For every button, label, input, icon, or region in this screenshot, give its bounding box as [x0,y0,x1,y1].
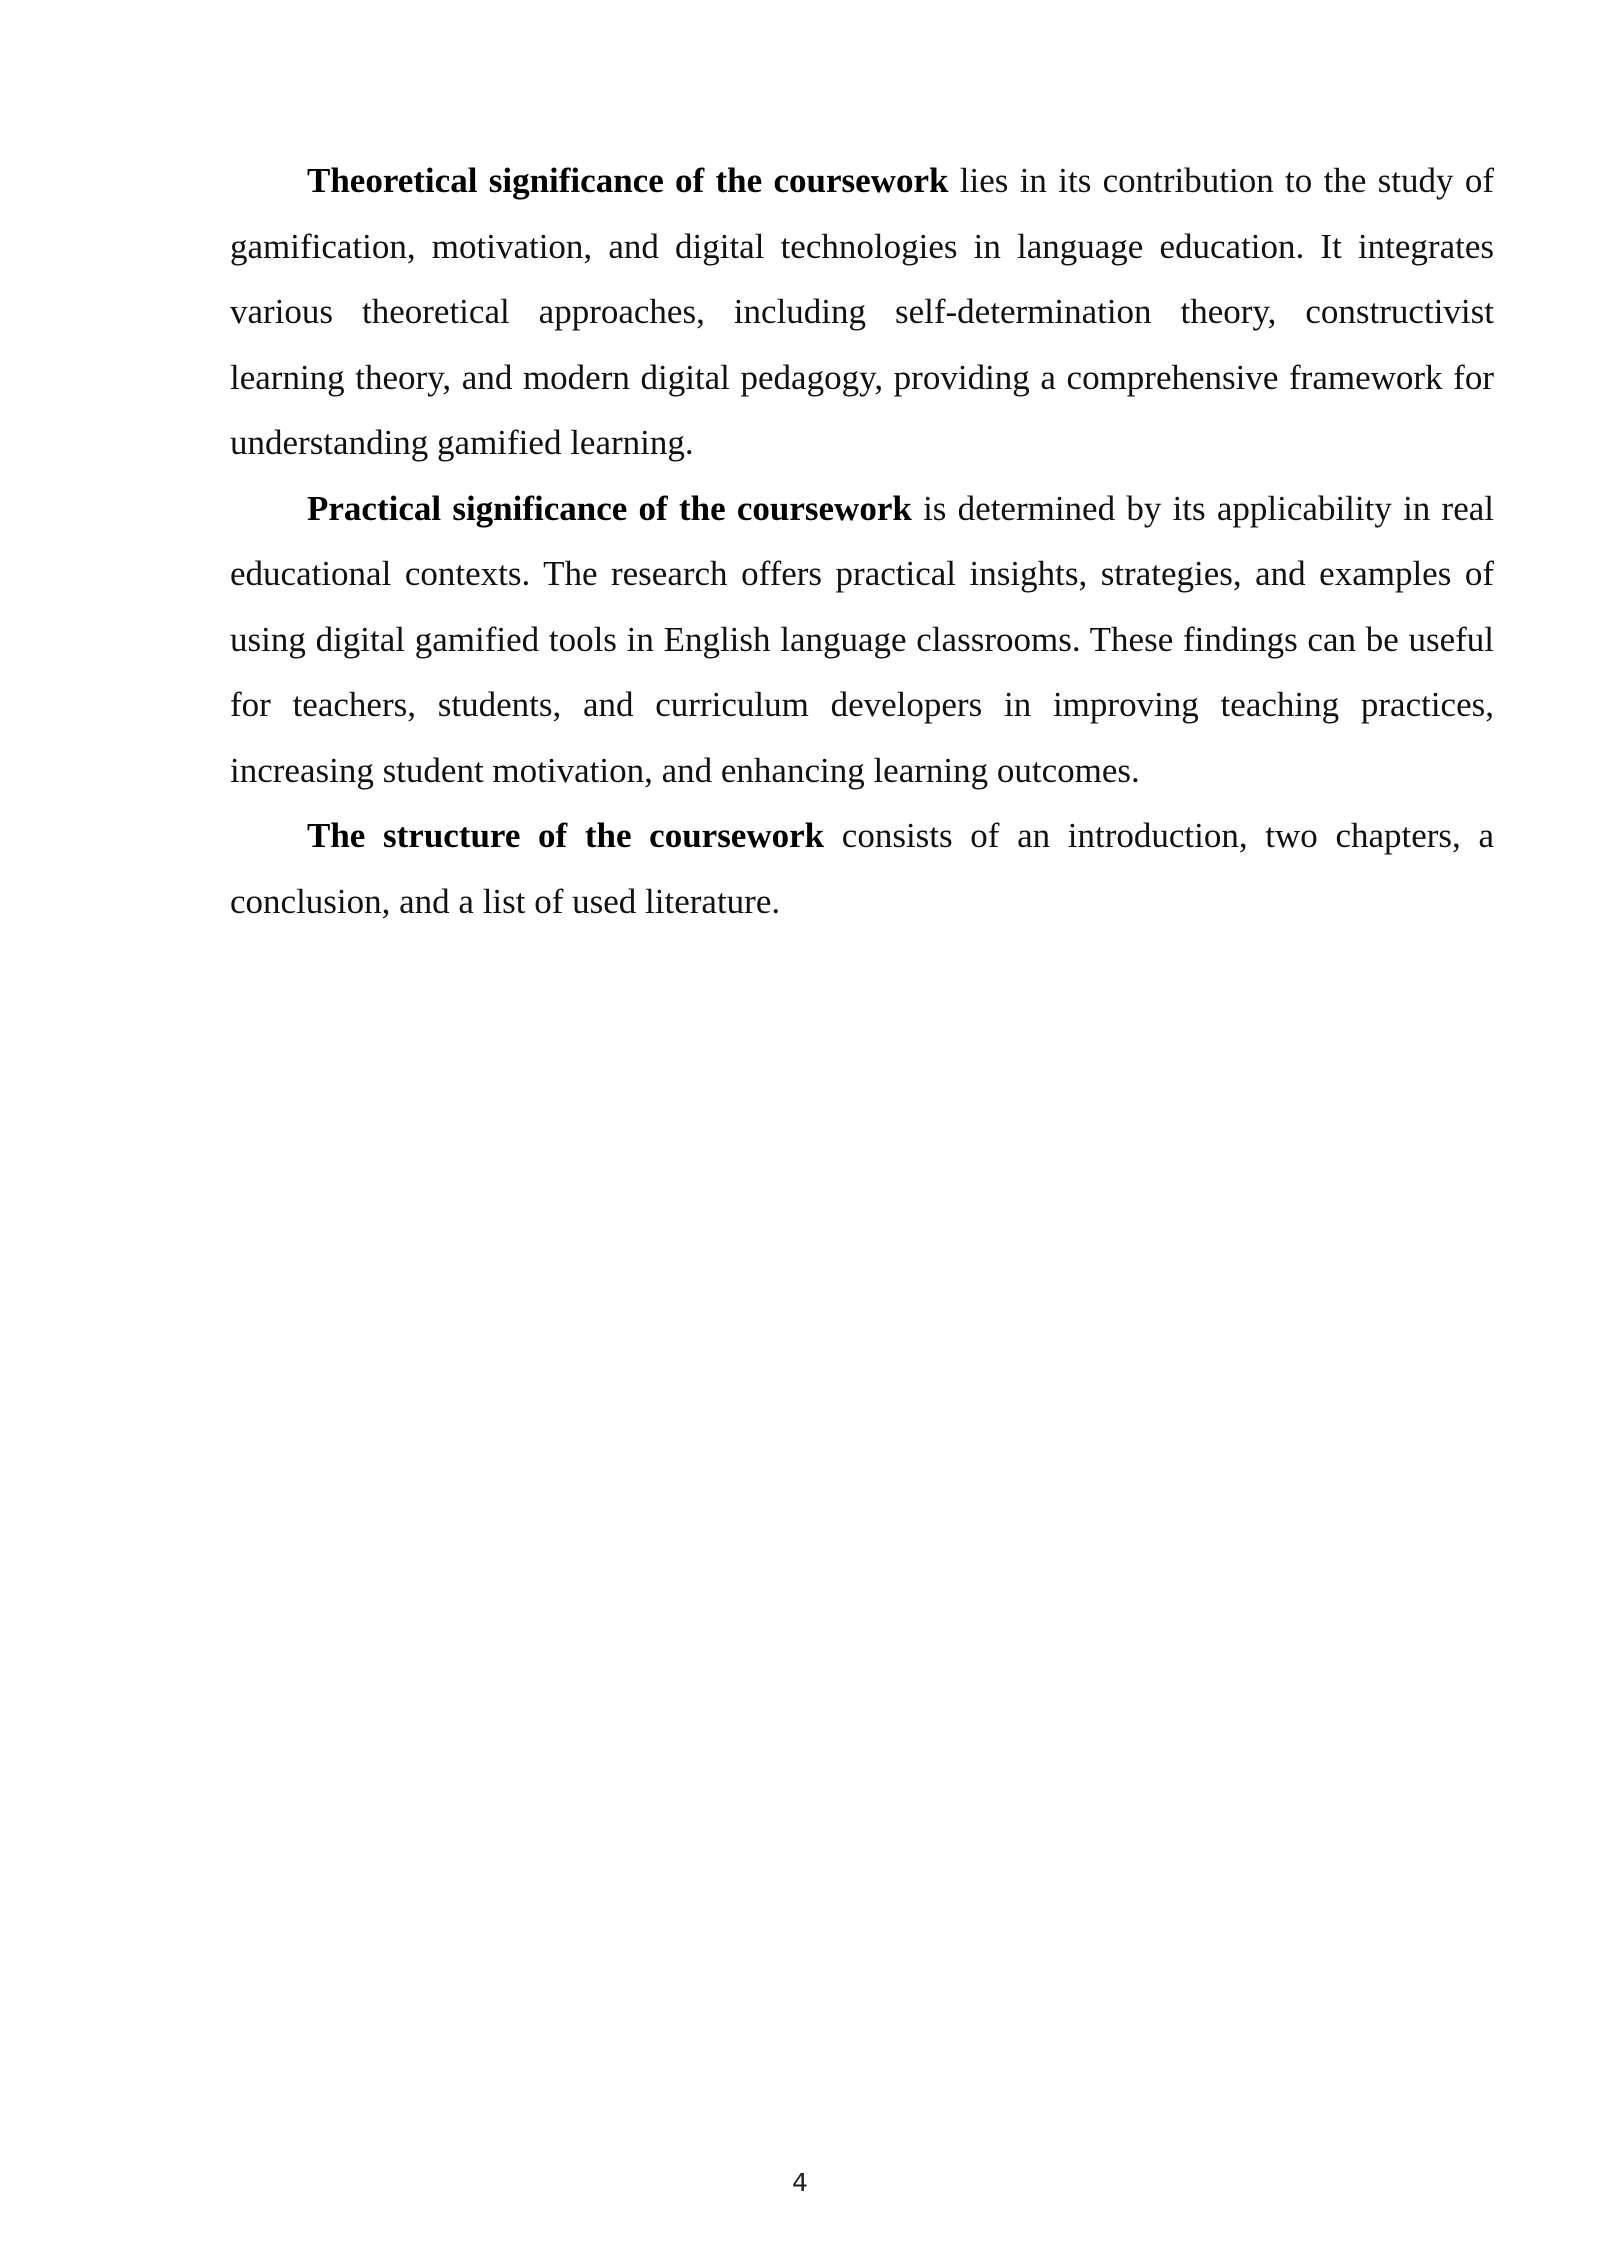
paragraph-structure [230,803,1494,934]
paragraph-lead: Theoretical significance of the coursework [307,161,949,200]
paragraph-lead: Practical significance of the coursework [307,488,912,528]
paragraph-lead: The structure of the coursework [307,816,825,855]
page-number: 4 [792,2168,808,2197]
paragraph-practical-significance [230,476,1494,804]
paragraph-theoretical-significance [230,148,1494,476]
paragraph-text: is determined by its applicability in real educational contexts. The research offers practical insights, strategies, and examples of using digital gamified tools in English language classrooms. These findings can be useful for teachers, students, and curriculum developers in improving teaching practices, increasing student motivation, and enhancing learning outcomes. [230,488,1494,790]
paragraph-text: consists of an introduction, two chapters, a conclusion, and a list of used literature. [230,816,1494,921]
body-text [230,148,1494,934]
paragraph-text: lies in its contribution to the study of gamification, motivation, and digital technologies in language education. It integrates various theoretical approaches, including self-determination theory, constructivist learning theory, and modern digital pedagogy, providing a comprehensive framework for understanding gamified learning. [230,161,1494,462]
